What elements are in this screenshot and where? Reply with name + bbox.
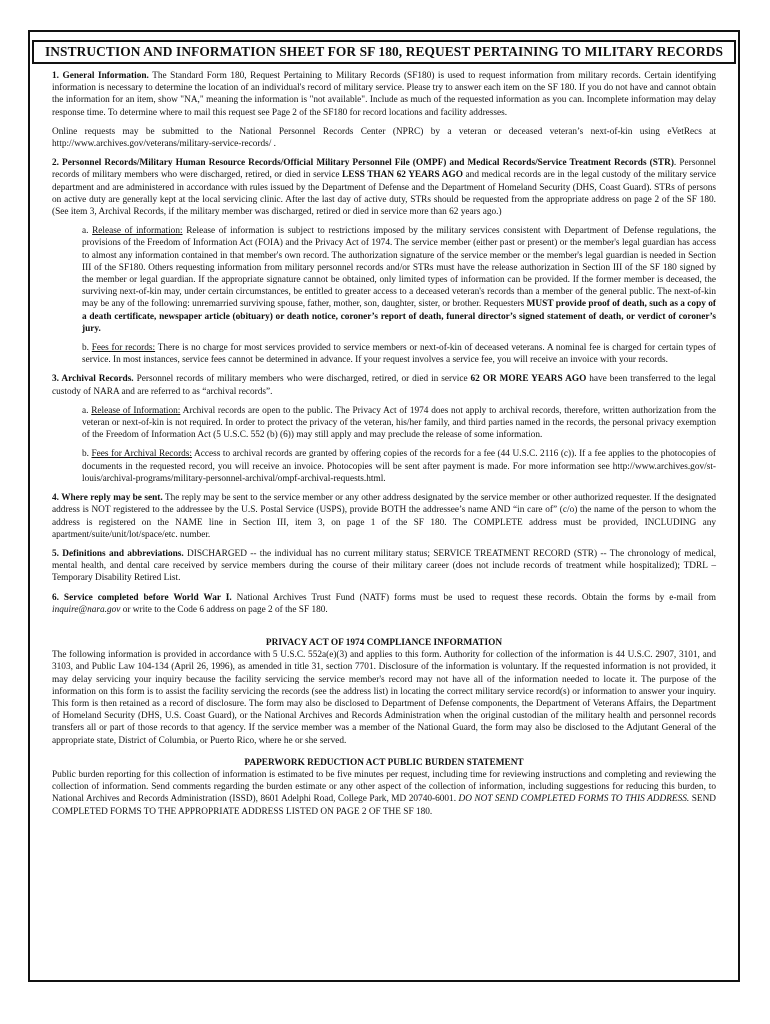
section-3a-heading: Release of Information:: [91, 405, 181, 416]
privacy-act-heading: PRIVACY ACT OF 1974 COMPLIANCE INFORMATION: [265, 637, 503, 648]
section-3-bold: 62 OR MORE YEARS AGO: [470, 374, 587, 385]
section-2b-prefix: b.: [82, 343, 92, 354]
section-3a-release-of-information: [82, 405, 716, 442]
section-3a-prefix: a.: [82, 405, 92, 416]
section-3b-heading: Fees for Archival Records:: [91, 449, 193, 460]
section-2b-fees-for-records: [82, 342, 716, 366]
section-3b-text: Access to archival records are granted by offering copies of the records for a fee (44 U.S.C. 2116 (c)). If a fee applies to the photocopies of documents in the requested record, you will receive an invoice. Photocopies will be sent after payment is made. For more information see http://www.archives.gov/st-louis/archival-programs/military-personnel-archival/ompf-archival-requests.html.: [82, 449, 717, 484]
section-6-text-1: National Archives Trust Fund (NATF) forms must be used to request these records. Obtain the forms by e-mail from: [231, 592, 716, 603]
section-4-text: The reply may be sent to the service member or any other address designated by the service member or other authorized requester. If the designated address is NOT registered to the addressee by the U.S. Postal Service (USPS), provide BOTH the addressee’s name AND “in care of” (c/o) the name of the person to whom the address is registered on the NAME line in Section III, item 3, on page 1 of the SF 180. The COMPLETE address must be provided, INCLUDING any apartment/suite/unit/lot/space/etc. number.: [52, 493, 716, 540]
section-2-bold: LESS THAN 62 YEARS AGO: [342, 170, 463, 181]
section-3-heading: 3. Archival Records.: [52, 374, 134, 385]
section-2-text-1: . Personnel records of military members who were discharged, retired, or died in service: [52, 158, 716, 181]
section-2a-prefix: a.: [82, 226, 93, 237]
section-1-text: The Standard Form 180, Request Pertaining to Military Records (SF180) is used to request information from military records. Certain identifying information is necessary to determine the location of an individual's record of military service. Please try to answer each item on the SF 180. If you do not have and cannot obtain the information for an item, show "NA," meaning the information is "not available". Include as much of the requested information as you can. Incomplete information may delay response time. To determine where to mail this request see Page 2 of the SF180 for record locations and facility addresses.: [52, 71, 717, 118]
section-2a-release-of-information: [82, 225, 716, 335]
section-3-text-2: have been transferred to the legal custody of NARA and are referred to as “archival records”.: [52, 374, 716, 397]
spacer: [52, 623, 716, 627]
section-2a-text: Release of information is subject to restrictions imposed by the military services consistent with Department of Defense regulations, the provisions of the Freedom of Information Act (FOIA) and the Privacy Act of 1974. The service member (either past or present) or the member's legal guardian has access to almost any information contained in that member's own record. The authorization signature of the service member or the member's legal guardian is needed in Section III of the SF180. Others requesting information from military personnel records and/or STRs must have the release authorization in Section III of the SF 180 signed by the member or legal guardian. If the appropriate signature cannot be obtained, only limited types of information can be provided. If the former member is deceased, the surviving next-of-kin may, under certain circumstances, be entitled to greater access to a deceased veteran's records than a member of the general public. The next-of-kin may be any of the following: unremarried surviving spouse, father, mother, son, daughter, sister, or brother. Requesters: [82, 226, 716, 310]
section-1-general-information: [52, 70, 716, 119]
section-2-personnel-records: [52, 157, 716, 218]
document-page: [28, 30, 740, 982]
section-4-heading: 4. Where reply may be sent.: [52, 493, 163, 504]
section-3b-fees-for-archival-records: [82, 448, 716, 485]
section-3-text-1: Personnel records of military members who were discharged, retired, or died in service: [133, 374, 471, 385]
nara-email-link[interactable]: inquire@nara.gov: [52, 604, 121, 615]
section-6-text-2: or write to the Code 6 address on page 2 of the SF 180.: [120, 604, 328, 615]
burden-do-not-send-note: DO NOT SEND COMPLETED FORMS TO THIS ADDRESS.: [458, 794, 690, 805]
page-title: INSTRUCTION AND INFORMATION SHEET FOR SF 180, REQUEST PERTAINING TO MILITARY RECORDS: [32, 40, 736, 64]
section-5-definitions: [52, 548, 716, 585]
section-2b-text: There is no charge for most services provided to service members or next-of-kin of deceased veterans. A nominal fee is charged for certain types of service. In most instances, service fees cannot be determined in advance. If your request involves a service fee, you will receive an invoice with your records.: [82, 343, 717, 366]
privacy-act-text: The following information is provided in accordance with 5 U.S.C. 552a(e)(3) and applies to this form. Authority for collection of the information is 44 U.S.C. 2907, 3101, and 3103, and Public Law 104-134 (April 26, 1996), as amended in title 31, section 7701. Disclosure of the information is voluntary. If the requested information is not provided, it may delay servicing your inquiry because the facility servicing the service member's record may not have all of the information needed to locate it. The purpose of the information on this form is to assist the facility servicing the records (see the address list) in locating the correct military service record(s) or information to answer your inquiry. This form is then retained as a record of disclosure. The form may also be disclosed to Department of Defense components, the Department of Veterans Affairs, the Department of Homeland Security (DHS, U.S. Coast Guard), or the National Archives and Records Administration when the original custodian of the military health and personnel records transfers all or part of those records to that agency. If the service member was a member of the National Guard, the form may also be disclosed to the Adjutant General of the appropriate state, District of Columbia, or Puerto Rico, where he or she served.: [52, 650, 716, 746]
document-body: [30, 64, 738, 818]
section-6-service-before-wwi: [52, 592, 716, 616]
section-3a-text: Archival records are open to the public. The Privacy Act of 1974 does not apply to archival records, therefore, written authorization from the veteran or next-of-kin is not required. In order to protect the privacy of the veteran, his/her family, and third parties named in the records, the personal privacy exemption of the Freedom of Information Act (5 U.S.C. 552 (b) (6)) may still apply and may preclude the release of some information.: [82, 405, 716, 441]
burden-text-1: Public burden reporting for this collection of information is estimated to be five minutes per request, including time for reviewing instructions and completing and reviewing the collection of information. Send comments regarding the burden estimate or any other aspect of the collection of information, including suggestions for reducing this burden, to National Archives and Records Administration (ISSD), 8601 Adelphi Road, College Park, MD 20740-6001.: [52, 769, 716, 805]
online-requests-paragraph: Online requests may be submitted to the National Personnel Records Center (NPRC) by a veteran or deceased veteran’s next-of-kin using eVetRecs at http://www.archives.gov/veterans/military-service-records/ .: [52, 126, 716, 150]
section-3-archival-records: [52, 373, 716, 397]
section-5-text: DISCHARGED -- the individual has no current military status; SERVICE TREATMENT RECORD (STR) -- The chronology of medical, mental health, and dental care received by service members during the course of their military career (does not include records of treatment while hospitalized); TDRL – Temporary Disability Retired List.: [52, 548, 716, 584]
section-2a-bold: MUST provide proof of death, such as a copy of a death certificate, newspaper article (obituary) or death notice, coroner’s report of death, funeral director’s signed statement of death, or verdict of coroner’s jury.: [82, 299, 716, 334]
section-6-heading: 6. Service completed before World War I.: [52, 592, 232, 603]
section-5-heading: 5. Definitions and abbreviations.: [52, 548, 184, 559]
section-2-heading: 2. Personnel Records/Military Human Resource Records/Official Military Personnel File (OMPF) and Medical Records/Service Treatment Records (STR): [52, 158, 674, 169]
section-2-text-2: and medical records are in the legal custody of the military service department and are administered in accordance with rules issued by the Department of Defense and the Department of Homeland Security (DHS, Coast Guard). STRs of persons on active duty are generally kept at the local servicing clinic. After the last day of active duty, STRs should be requested from the appropriate address on page 2 of the SF 180. (See item 3, Archival Records, if the military member was discharged, retired or died in service more than 62 years ago.): [52, 170, 716, 218]
section-2b-heading: Fees for records:: [91, 343, 156, 354]
section-3b-prefix: b.: [82, 449, 92, 460]
burden-text-2: SEND COMPLETED FORMS TO THE APPROPRIATE ADDRESS LISTED ON PAGE 2 OF THE SF 180.: [52, 794, 716, 817]
section-4-where-reply-may-be-sent: [52, 492, 716, 541]
section-2a-heading: Release of information:: [92, 226, 183, 237]
burden-statement-heading: PAPERWORK REDUCTION ACT PUBLIC BURDEN STATEMENT: [244, 757, 524, 768]
section-1-heading: 1. General Information.: [52, 71, 149, 81]
burden-statement-text: [52, 769, 716, 818]
